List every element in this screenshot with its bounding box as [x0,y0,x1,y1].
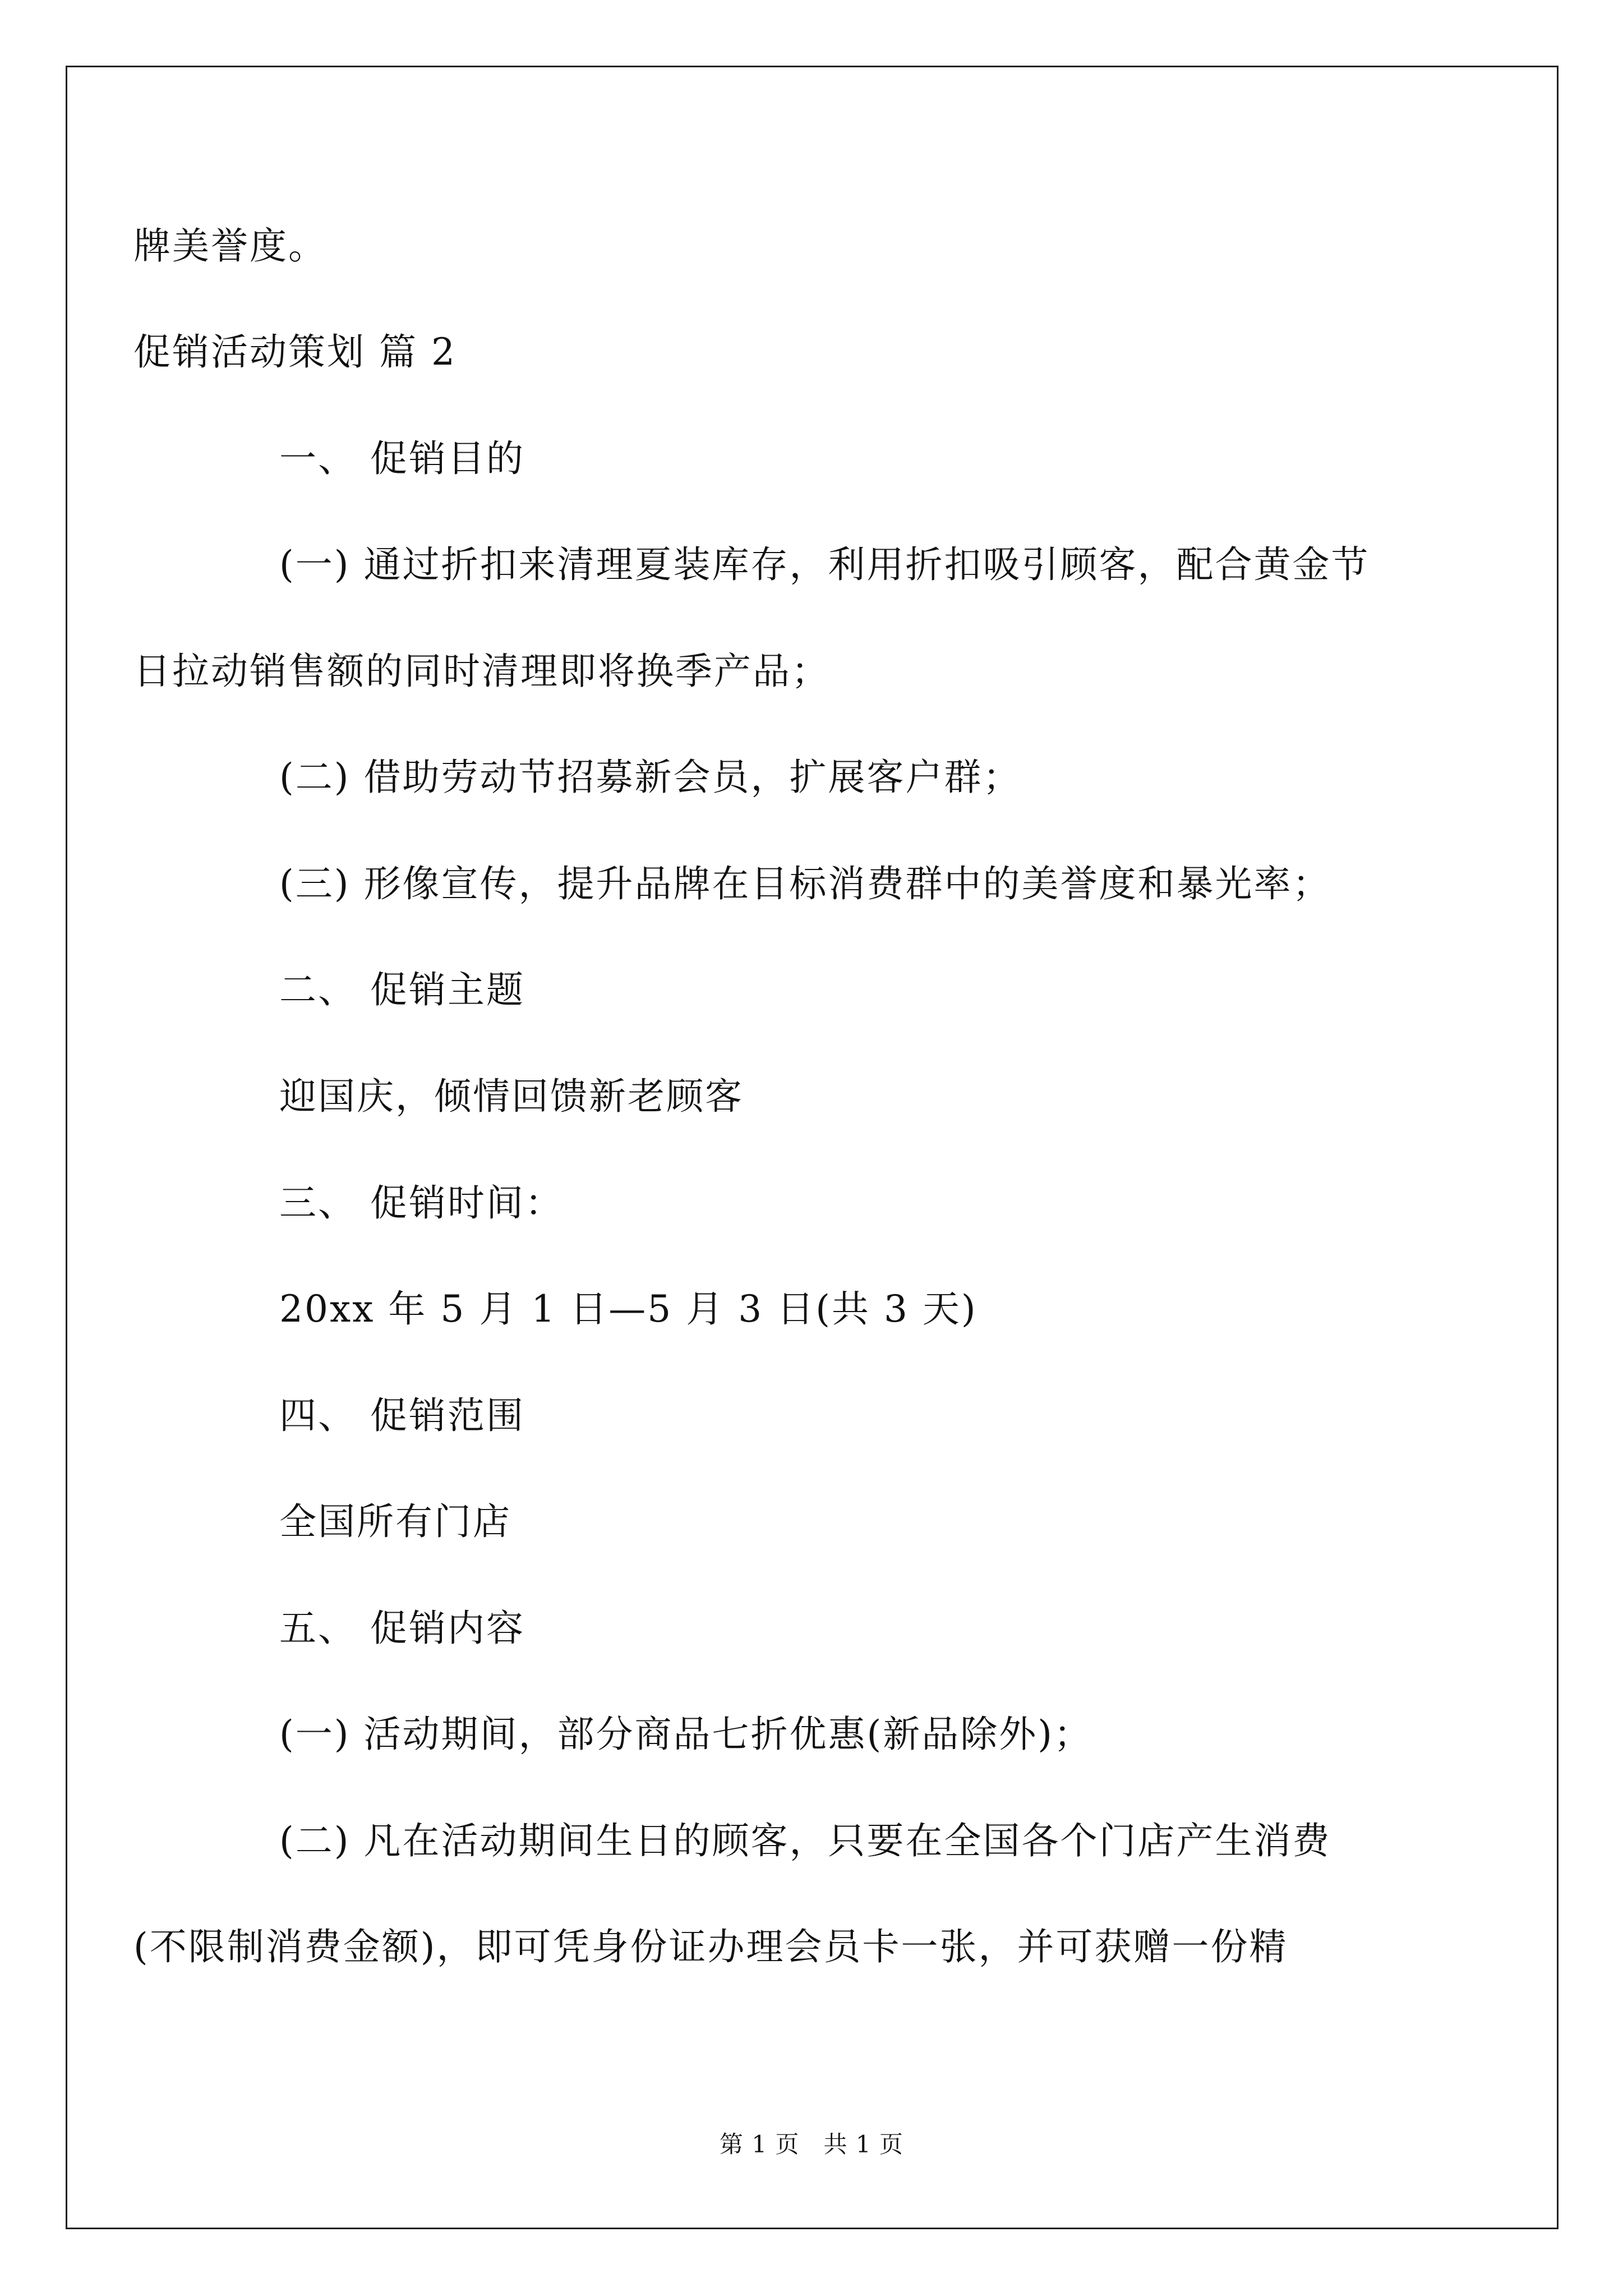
paragraph-line-8: 全国所有门店 [279,1500,511,1543]
heading-5: 五、 促销内容 [279,1607,525,1650]
paragraph-line-4: (二) 借助劳动节招募新会员，扩展客户群； [279,756,1022,799]
paragraph-line-9: (一) 活动期间，部分商品七折优惠(新品除外)； [279,1713,1092,1756]
paragraph-line-3: 日拉动销售额的同时清理即将换季产品； [133,650,830,693]
paragraph-line-10: (二) 凡在活动期间生日的顾客，只要在全国各个门店产生消费 [279,1819,1331,1862]
paragraph-line-2: (一) 通过折扣来清理夏装库存，利用折扣吸引顾客，配合黄金节 [279,543,1370,586]
heading-4: 四、 促销范围 [279,1394,525,1437]
paragraph-line-11: (不限制消费金额)，即可凭身份证办理会员卡一张，并可获赠一份精 [133,1925,1288,1968]
section-title-line: 促销活动策划 篇 2 [133,330,457,374]
heading-3: 三、 促销时间： [279,1181,564,1225]
page-footer: 第 1 页 共 1 页 [720,2131,903,2158]
page-frame [66,66,1559,2229]
paragraph-line-6: 迎国庆，倾情回馈新老顾客 [279,1075,744,1118]
heading-2: 二、 促销主题 [279,968,525,1011]
paragraph-line-5: (三) 形像宣传，提升品牌在目标消费群中的美誉度和暴光率； [279,862,1331,905]
heading-1: 一、 促销目的 [279,437,525,480]
paragraph-line-1: 牌美誉度。 [133,224,327,268]
paragraph-line-7: 20xx 年 5 月 1 日—5 月 3 日(共 3 天) [279,1287,978,1331]
